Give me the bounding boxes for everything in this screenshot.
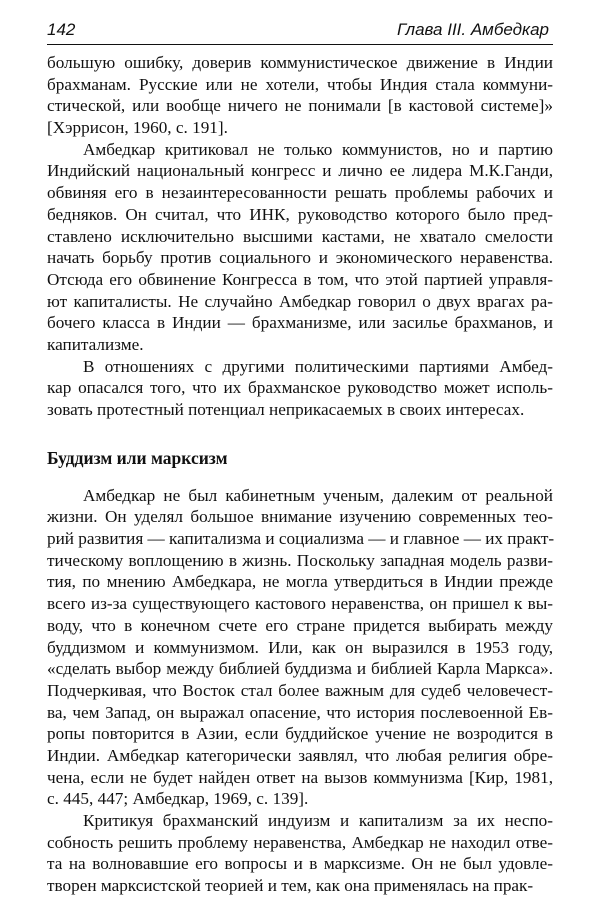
text-line: ставлено исключительно высшими кастами, не хватало смелости [47,226,553,246]
text-line: бедняков. Он считал, что ИНК, руководство которого было пред- [47,204,553,224]
text-line: стической, или вообще ничего не понимали [в кастовой системе]» [47,96,553,116]
text-line: та на волновавшие его вопросы и в марксизме. Он не был удовле- [47,854,553,874]
text-line: бочего класса в Индии — брахманизме, или засилье брахманов, и [47,313,553,333]
text-line: собность решить проблему неравенства, Амбедкар не находил отве- [47,832,553,852]
paragraph [47,52,553,139]
text-line: воду, что в конечном счете его стране придется выбирать между [47,615,553,635]
paragraph [47,139,553,356]
text-line: рий развития — капитализма и социализма — и главное — их практ- [47,529,555,549]
paragraph [47,810,553,897]
text-line: жизни. Он уделял большое внимание изучению современных тео- [47,507,553,527]
text-line: [Хэррисон, 1960, с. 191]. [47,118,228,138]
text-line: начать борьбу против социального и экономического неравенства. [47,248,553,268]
page-body [47,52,553,897]
running-header [47,14,553,45]
text-line: творен марксистской теорией и тем, как она применялась на прак- [47,876,534,896]
text-line: чена, если не будет найден ответ на вызов коммунизма [Кир, 1981, [47,767,553,787]
text-line: ют капиталисты. Не случайно Амбедкар говорил о двух врагах ра- [47,291,553,311]
text-line: Амбедкар не был кабинетным ученым, далеким от реальной [83,485,553,505]
text-line: тия, по мнению Амбедкара, не могла утвердиться в Индии прежде [47,572,553,592]
page-number: 142 [47,20,76,39]
text-line: ропы повторится в Азии, если буддийское учение не возродится в [47,724,553,744]
section-heading: Буддизм или марксизм [47,447,228,468]
text-line: капитализме. [47,334,144,354]
text-line: кар опасался того, что их брахманское руководство может исполь- [47,378,553,398]
text-line: Индии. Амбедкар категорически заявлял, что любая религия обре- [47,745,553,765]
text-line: ва, чем Запад, он выражал опасение, что история послевоенной Ев- [47,702,553,722]
text-line: зовать протестный потенциал неприкасаемых в своих интересах. [47,400,525,419]
text-line: Критикуя брахманский индуизм и капитализм за их неспо- [83,811,553,830]
text-line: с. 445, 447; Амбедкар, 1969, с. 139]. [47,789,309,809]
text-line: Подчеркивая, что Восток стал более важным для судеб человечест- [47,680,553,700]
text-line: В отношениях с другими политическими партиями Амбед- [83,356,553,376]
text-line: «сделать выбор между библией буддизма и библией Карла Маркса». [47,659,553,679]
text-line: тическому воплощению в жизнь. Поскольку западная модель разви- [47,550,553,570]
text-line: Индийский национальный конгресс и лично ее лидера М.К.Ганди, [47,161,553,181]
text-line: Отсюда его обвинение Конгресса в том, что этой партией управля- [47,269,553,289]
text-line: брахманам. Русские или не хотели, чтобы Индия стала коммуни- [47,74,553,94]
paragraph [47,485,553,810]
text-line: буддизмом и коммунизмом. Или, как он выразился в 1953 году, [47,637,553,657]
text-line: всего из-за существующего кастового неравенства, он пришел к вы- [47,594,553,614]
text-line: Амбедкар критиковал не только коммунистов, но и партию [83,139,553,159]
paragraph [47,356,553,421]
text-line: обвиняя его в незаинтересованности решать проблемы рабочих и [47,183,553,203]
text-line: большую ошибку, доверив коммунистическое движение в Индии [47,53,553,72]
chapter-title: Глава III. Амбедкар [397,20,549,39]
